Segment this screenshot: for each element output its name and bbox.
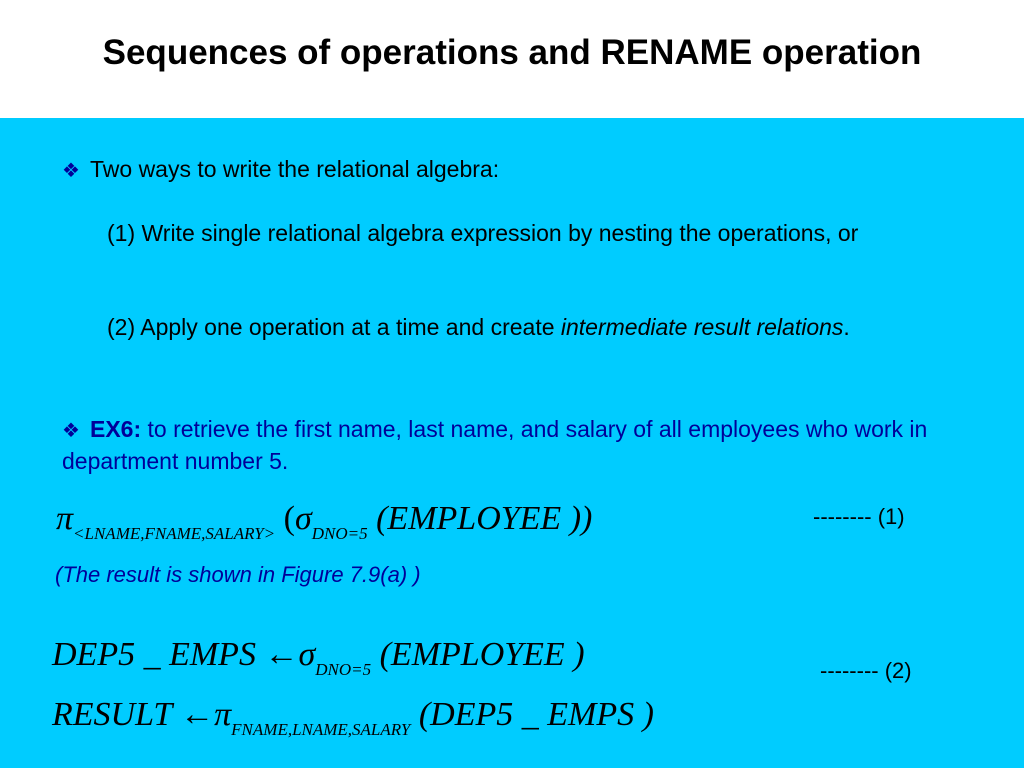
expr2-body: (EMPLOYEE ) [371, 636, 585, 673]
bullet-two-ways [62, 154, 962, 186]
expr3-body: (DEP5 _ EMPS ) [410, 696, 654, 733]
left-arrow-icon: ← [264, 636, 299, 673]
expression-two-tag: -------- (2) [820, 658, 912, 683]
pi-subscript: FNAME,LNAME,SALARY [231, 720, 411, 739]
expression-two [52, 636, 585, 679]
pi-symbol: π [56, 500, 74, 537]
expr1-body: (EMPLOYEE )) [367, 500, 593, 537]
sigma-symbol: σ [294, 500, 312, 537]
expr1-open-paren: ( [275, 500, 295, 537]
diamond-bullet-icon: ❖ [62, 160, 80, 182]
option-two [107, 312, 927, 342]
option-two-prefix: (2) Apply one operation at a time and create [107, 314, 561, 340]
pi-symbol: π [214, 696, 232, 733]
left-arrow-icon: ← [180, 696, 215, 733]
expr2-lhs: DEP5 _ EMPS [52, 636, 265, 673]
ex6-label: EX6: [90, 416, 142, 442]
figure-note: (The result is shown in Figure 7.9(a) ) [55, 562, 421, 587]
expression-three [52, 696, 654, 739]
pi-subscript: <LNAME,FNAME,SALARY> [73, 524, 276, 543]
sigma-subscript: DNO=5 [315, 660, 372, 679]
expression-one [56, 500, 593, 543]
expr3-lhs: RESULT [52, 696, 181, 733]
sigma-subscript: DNO=5 [311, 524, 368, 543]
expression-one-tag: -------- (1) [813, 504, 905, 529]
ex6-text: to retrieve the first name, last name, and salary of all employees who work in department number 5. [62, 416, 928, 474]
bullet-two-ways-text: Two ways to write the relational algebra: [90, 156, 500, 182]
bullet-ex6 [62, 414, 992, 476]
option-two-emphasis: intermediate result relations [560, 314, 844, 340]
option-one-text: (1) Write single relational algebra expression by nesting the operations, or [107, 220, 859, 246]
title-bar [0, 0, 1024, 118]
diamond-bullet-icon: ❖ [62, 420, 80, 442]
option-two-suffix: . [843, 314, 850, 340]
sigma-symbol: σ [298, 636, 316, 673]
page-title: Sequences of operations and RENAME operation [102, 33, 922, 72]
